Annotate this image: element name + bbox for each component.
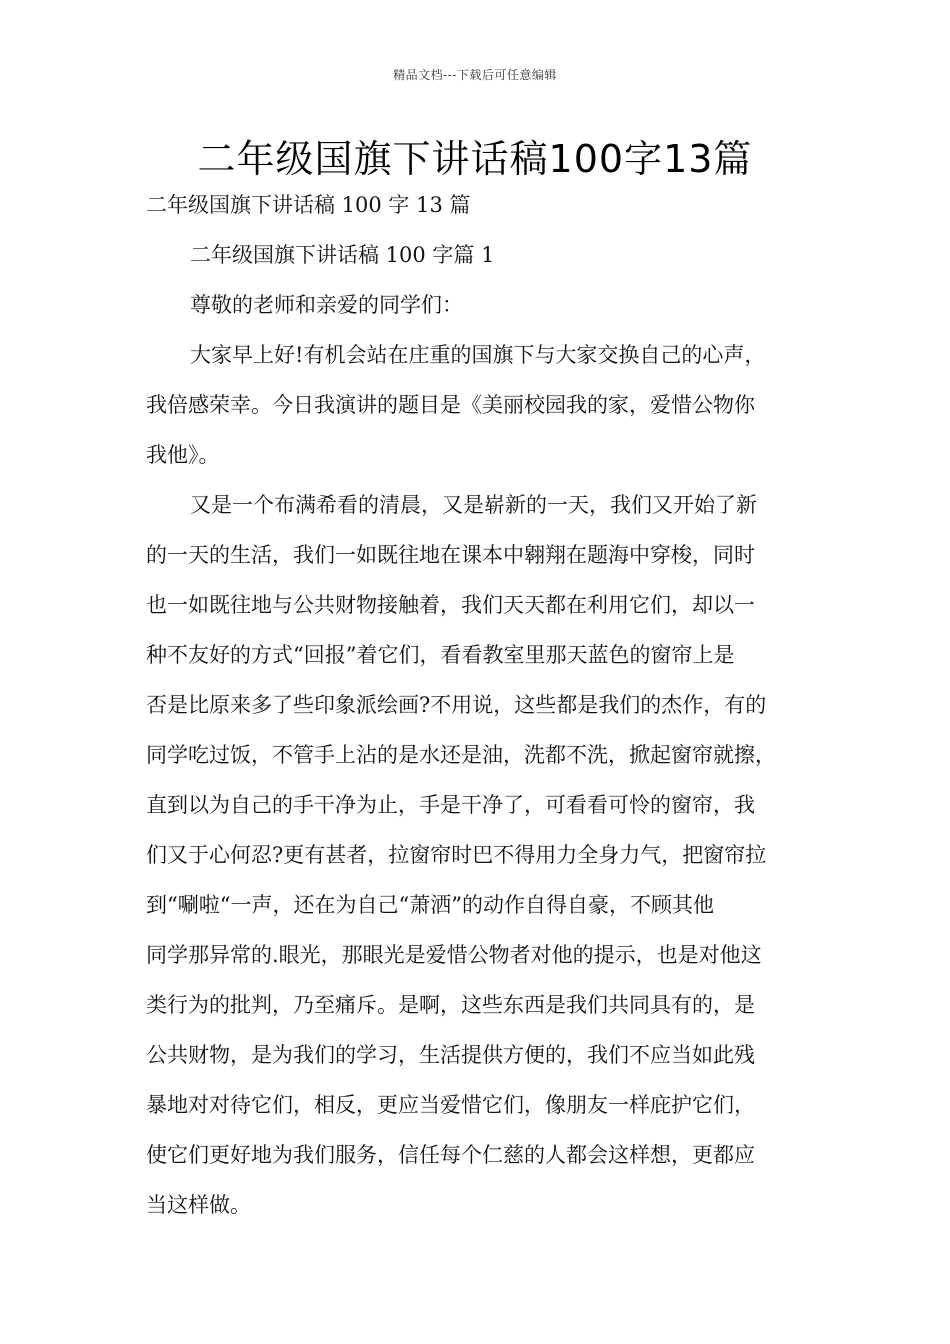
paragraph-line: 暴地对对待它们，相反，更应当爱惜它们，像朋友一样庇护它们， (146, 1093, 755, 1117)
paragraph-line: 使它们更好地为我们服务，信任每个仁慈的人都会这样想，更都应 (146, 1143, 755, 1167)
paragraph-line: 种不友好的方式“回报”着它们，看看教室里那天蓝色的窗帘上是 (146, 643, 735, 667)
paragraph-line: 到“唰啦“一声，还在为自己“萧洒”的动作自得自豪，不顾其他 (146, 893, 714, 917)
paragraph-line: 同学那异常的.眼光，那眼光是爱惜公物者对他的提示，也是对他这 (146, 943, 762, 967)
paragraph-line: 我倍感荣幸。今日我演讲的题目是《美丽校园我的家，爱惜公物你 (146, 393, 755, 417)
paragraph-line: 我他》。 (146, 443, 220, 467)
header-watermark: 精品文档---下载后可任意编辑 (393, 68, 557, 82)
document-subtitle: 二年级国旗下讲话稿 100 字 13 篇 (146, 193, 471, 217)
paragraph-line: 同学吃过饭，不管手上沾的是水还是油，洗都不洗，掀起窗帘就擦， (146, 743, 776, 767)
paragraph-line: 也一如既往地与公共财物接触着，我们天天都在利用它们，却以一 (146, 593, 755, 617)
document-body (146, 180, 811, 1230)
paragraph-line: 大家早上好!有机会站在庄重的国旗下与大家交换自己的心声， (190, 343, 766, 367)
paragraph-line: 的一天的生活，我们一如既往地在课本中翱翔在题海中穿梭，同时 (146, 543, 755, 567)
paragraph-1 (146, 330, 811, 480)
paragraph-2 (146, 480, 811, 1230)
salutation: 尊敬的老师和亲爱的同学们： (190, 293, 463, 317)
paragraph-line: 类行为的批判，乃至痛斥。是啊，这些东西是我们共同具有的，是 (146, 993, 755, 1017)
paragraph-line: 否是比原来多了些印象派绘画?不用说，这些都是我们的杰作，有的 (146, 693, 767, 717)
paragraph-line: 直到以为自己的手干净为止，手是干净了，可看看可怜的窗帘，我 (146, 793, 755, 817)
paragraph-line: 当这样做。 (146, 1193, 251, 1217)
section-heading: 二年级国旗下讲话稿 100 字篇 1 (190, 243, 495, 267)
paragraph-line: 们又于心何忍?更有甚者，拉窗帘时巴不得用力全身力气，把窗帘拉 (146, 843, 767, 867)
paragraph-line: 又是一个布满希看的清晨，又是崭新的一天，我们又开始了新 (190, 493, 757, 517)
paragraph-line: 公共财物，是为我们的学习，生活提供方便的，我们不应当如此残 (146, 1043, 755, 1067)
document-title: 二年级国旗下讲话稿100字13篇 (197, 137, 753, 181)
